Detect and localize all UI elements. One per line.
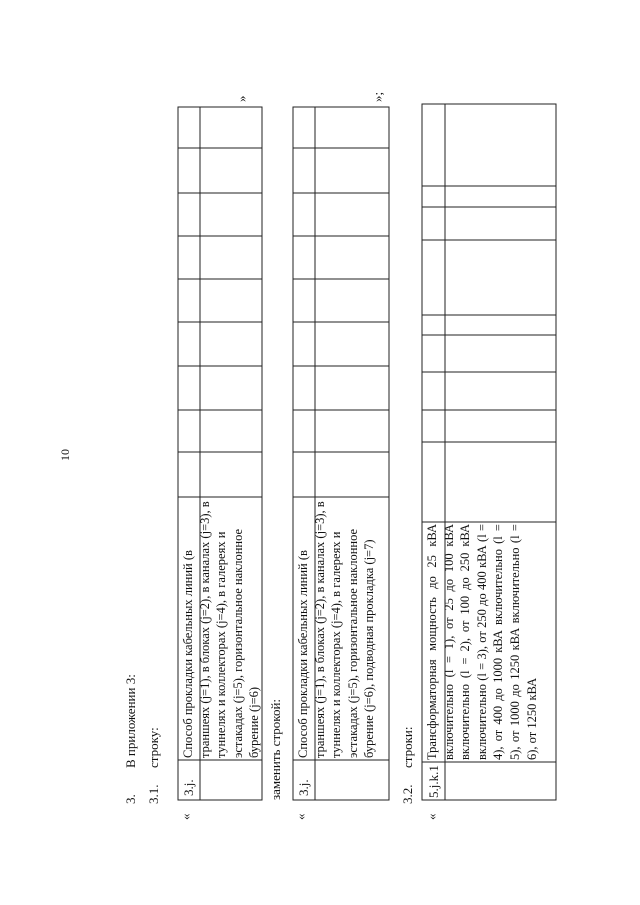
section-number: 3. <box>123 794 138 804</box>
replace-text: заменить строкой: <box>268 698 283 800</box>
page-number: 10 <box>58 449 72 461</box>
table2-row-id: 3.j. <box>296 779 311 796</box>
table2-description: Способ прокладки кабельных линий (в траншеях (j=1), в блоках (j=2), в каналах (j=3), в туннелях и коллекторах (j=4), в галереях и эстакадах (j=5), горизонтальное наклонное бурение (j=6), подводная прокладка (j=7) <box>296 501 376 758</box>
table3-row-id: 5.j.k.1 <box>426 765 441 798</box>
item-3-1-number: 3.1. <box>146 784 161 804</box>
table2-close-quote: »; <box>370 91 385 102</box>
item-3-1-text: строку: <box>146 727 161 768</box>
section-heading: В приложении 3: <box>123 674 138 768</box>
item-3-2-number: 3.2. <box>400 784 415 804</box>
table2-open-quote: « <box>293 813 308 820</box>
table1-description: Способ прокладки кабельных линий (в траншеях (j=1), в блоках (j=2), в каналах (j=3), в туннелях и коллекторах (j=4), в галереях и эстакадах (j=5), горизонтальное наклонное бурение (j=6) <box>181 501 261 758</box>
table3-description: Трансформаторная мощность до 25 кВА включительно (l = 1), от 25 до 100 кВА включительно (l = 2), от 100 до 250 кВА включительно (l = 3), от 250 до 400 кВА (l = 4), от 400 до 1000 кВА включительно (l = 5), от 1000 до 1250 кВА включительно (l = 6), от 1250 кВА <box>425 524 539 760</box>
item-3-2-text: строки: <box>400 726 415 768</box>
table1-open-quote: « <box>178 813 193 820</box>
table1-close-quote: » <box>234 95 249 102</box>
table1-row-id: 3.j. <box>181 779 196 796</box>
table3-open-quote: « <box>424 813 439 820</box>
